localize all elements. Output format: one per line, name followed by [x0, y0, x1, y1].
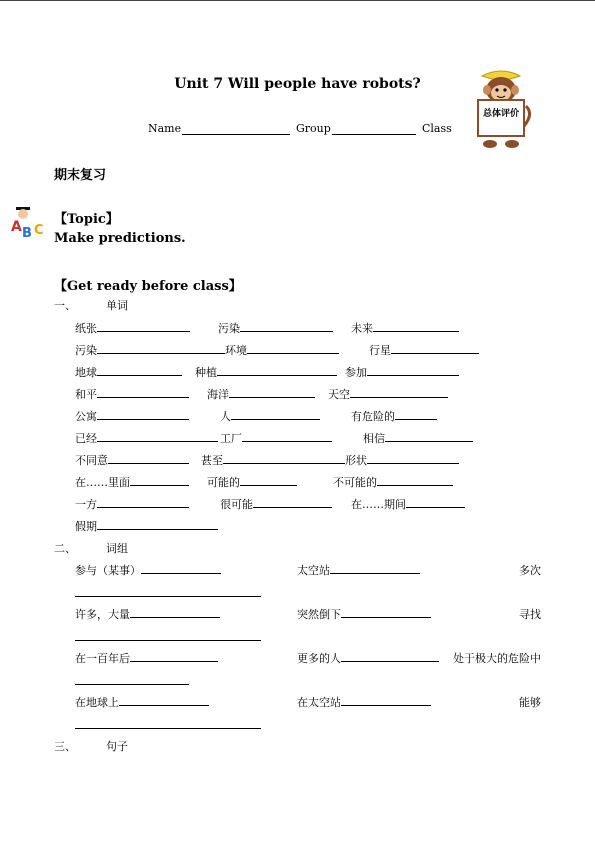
section-1-number: 一、 — [54, 299, 76, 312]
phrase-label: 参与（某事） — [75, 564, 141, 577]
word-label: 和平 — [75, 388, 97, 401]
phrase-label: 在太空站 — [297, 696, 341, 709]
svg-text:C: C — [34, 223, 44, 238]
answer-blank[interactable] — [97, 387, 189, 398]
answer-blank[interactable] — [330, 563, 420, 574]
answer-blank[interactable] — [130, 607, 220, 618]
word-label: 不同意 — [75, 454, 108, 467]
word-label: 一方 — [75, 498, 97, 511]
word-item — [195, 364, 337, 380]
phrase-item — [297, 606, 431, 622]
get-ready-heading: 【Get ready before class】 — [54, 279, 242, 294]
abc-icon — [10, 205, 50, 241]
top-rule — [0, 0, 595, 1]
answer-blank[interactable] — [350, 387, 448, 398]
word-label: 未来 — [351, 322, 373, 335]
name-blank[interactable] — [182, 124, 290, 135]
word-label: 污染 — [218, 322, 240, 335]
word-item — [75, 474, 189, 490]
phrase-item — [297, 650, 439, 666]
phrase-item — [75, 606, 220, 622]
answer-blank[interactable] — [242, 431, 332, 442]
name-label: Name — [148, 122, 182, 135]
answer-blank[interactable] — [97, 365, 182, 376]
word-item — [75, 320, 190, 336]
answer-blank[interactable] — [373, 321, 459, 332]
word-item — [369, 342, 479, 358]
word-label: 假期 — [75, 520, 97, 533]
answer-blank[interactable] — [231, 409, 320, 420]
answer-blank[interactable] — [240, 321, 333, 332]
topic-text: Make predictions. — [54, 231, 186, 246]
answer-blank[interactable] — [130, 475, 189, 486]
word-label: 可能的 — [207, 476, 240, 489]
group-label: Group — [296, 122, 331, 135]
word-item — [218, 320, 333, 336]
answer-blank[interactable] — [229, 387, 315, 398]
word-item — [75, 496, 189, 512]
answer-blank[interactable] — [119, 695, 209, 706]
phrase-item — [519, 694, 541, 710]
answer-line[interactable] — [75, 596, 261, 597]
word-label: 已经 — [75, 432, 97, 445]
word-label: 在……里面 — [75, 476, 130, 489]
word-item — [333, 474, 453, 490]
word-item — [351, 408, 437, 424]
phrase-item — [519, 562, 541, 578]
word-item — [220, 408, 320, 424]
word-label: 天空 — [328, 388, 350, 401]
word-item — [75, 364, 182, 380]
word-item — [220, 496, 332, 512]
phrase-item — [75, 562, 221, 578]
word-item — [328, 386, 448, 402]
answer-blank[interactable] — [97, 497, 189, 508]
word-label: 很可能 — [220, 498, 253, 511]
answer-blank[interactable] — [217, 365, 337, 376]
phrase-label: 在一百年后 — [75, 652, 130, 665]
word-item — [351, 320, 459, 336]
answer-blank[interactable] — [97, 321, 190, 332]
answer-blank[interactable] — [97, 431, 218, 442]
monkey-evaluation-badge — [468, 66, 534, 154]
word-label: 在……期间 — [351, 498, 406, 511]
section-1-label: 单词 — [106, 299, 128, 312]
word-item — [75, 430, 218, 446]
word-label: 地球 — [75, 366, 97, 379]
section-2-label: 词组 — [106, 542, 128, 555]
topic-heading: 【Topic】 — [54, 212, 119, 227]
answer-blank[interactable] — [253, 497, 332, 508]
answer-blank[interactable] — [367, 453, 459, 464]
answer-blank[interactable] — [377, 475, 453, 486]
badge-text: 总体评价 — [482, 109, 519, 119]
word-label: 纸张 — [75, 322, 97, 335]
page-title: Unit 7 Will people have robots? — [174, 76, 421, 92]
svg-text:B: B — [22, 226, 32, 241]
word-item — [351, 496, 465, 512]
word-item — [75, 452, 189, 468]
word-item — [75, 518, 218, 534]
word-label: 公寓 — [75, 410, 97, 423]
word-label: 人 — [220, 410, 231, 423]
answer-blank[interactable] — [141, 563, 221, 574]
answer-blank[interactable] — [130, 651, 218, 662]
answer-blank[interactable] — [240, 475, 297, 486]
group-blank[interactable] — [332, 124, 416, 135]
section-3-number: 三、 — [54, 740, 76, 753]
answer-blank[interactable] — [341, 607, 431, 618]
word-label: 海洋 — [207, 388, 229, 401]
answer-blank[interactable] — [391, 343, 479, 354]
word-item — [201, 452, 345, 468]
phrase-item — [75, 650, 218, 666]
review-heading: 期末复习 — [54, 168, 107, 183]
answer-blank[interactable] — [395, 409, 437, 420]
answer-blank[interactable] — [108, 453, 189, 464]
answer-line[interactable] — [75, 728, 261, 729]
answer-blank[interactable] — [247, 343, 339, 354]
word-label: 形状 — [345, 454, 367, 467]
section-2-number: 二、 — [54, 542, 76, 555]
phrase-label: 许多，大量 — [75, 608, 130, 621]
answer-blank[interactable] — [97, 409, 189, 420]
phrase-label: 太空站 — [297, 564, 330, 577]
word-item — [75, 342, 225, 358]
phrase-label: 多次 — [519, 564, 541, 577]
phrase-label: 突然倒下 — [297, 608, 341, 621]
phrase-label: 寻找 — [519, 608, 541, 621]
phrase-item — [519, 606, 541, 622]
word-item — [345, 364, 459, 380]
word-item — [345, 452, 459, 468]
class-label: Class — [422, 122, 452, 135]
phrase-label: 更多的人 — [297, 652, 341, 665]
answer-blank[interactable] — [341, 695, 431, 706]
word-label: 不可能的 — [333, 476, 377, 489]
word-label: 环境 — [225, 344, 247, 357]
word-label: 行星 — [369, 344, 391, 357]
answer-blank[interactable] — [406, 497, 465, 508]
word-item — [363, 430, 473, 446]
word-label: 有危险的 — [351, 410, 395, 423]
word-label: 相信 — [363, 432, 385, 445]
section-2-heading — [54, 540, 128, 556]
word-label: 种植 — [195, 366, 217, 379]
section-3-label: 句子 — [106, 740, 128, 753]
phrase-label: 在地球上 — [75, 696, 119, 709]
word-item — [220, 430, 332, 446]
word-label: 甚至 — [201, 454, 223, 467]
section-3-heading — [54, 738, 128, 754]
answer-blank[interactable] — [385, 431, 473, 442]
word-item — [75, 408, 189, 424]
word-label: 工厂 — [220, 432, 242, 445]
word-item — [75, 386, 189, 402]
answer-blank[interactable] — [97, 343, 225, 354]
phrase-item — [75, 694, 209, 710]
word-item — [207, 474, 297, 490]
phrase-label: 能够 — [519, 696, 541, 709]
section-1-heading — [54, 297, 128, 313]
answer-blank[interactable] — [367, 365, 459, 376]
answer-blank[interactable] — [97, 519, 218, 530]
phrase-item — [297, 562, 420, 578]
svg-text:A: A — [11, 219, 22, 235]
answer-blank[interactable] — [341, 651, 439, 662]
answer-line[interactable] — [75, 684, 189, 685]
word-item — [207, 386, 315, 402]
phrase-item — [297, 694, 431, 710]
answer-blank[interactable] — [223, 453, 345, 464]
answer-line[interactable] — [75, 640, 261, 641]
phrase-label: 处于极大的危险中 — [453, 652, 541, 665]
word-item — [225, 342, 339, 358]
word-label: 参加 — [345, 366, 367, 379]
word-label: 污染 — [75, 344, 97, 357]
phrase-item — [453, 650, 541, 666]
